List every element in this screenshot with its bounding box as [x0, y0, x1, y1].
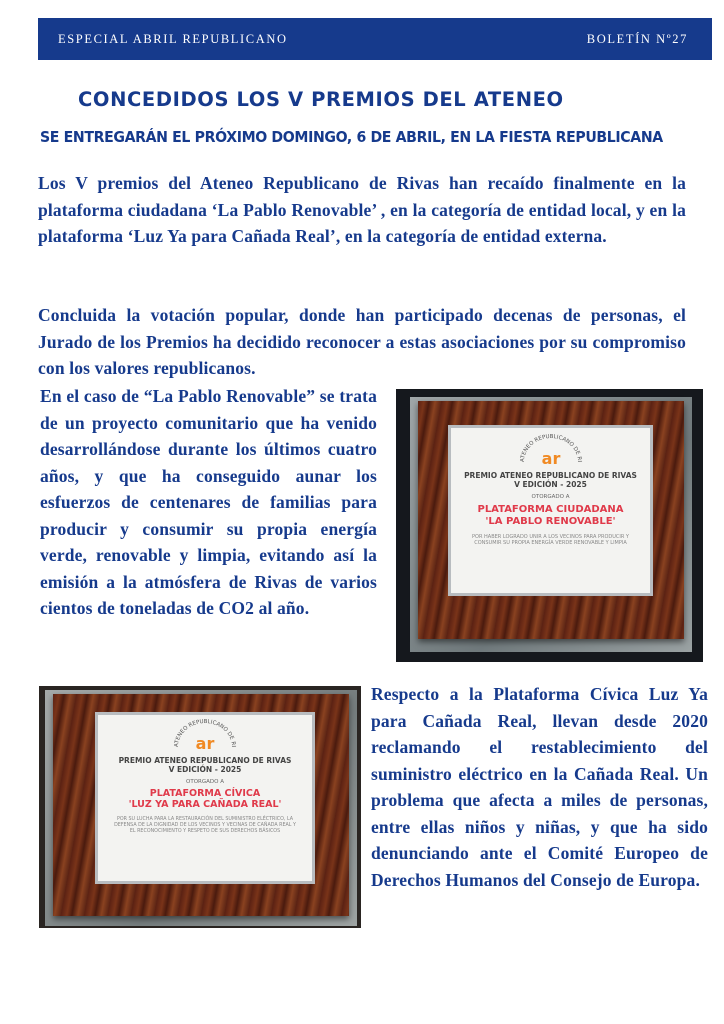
plaque-heading: PREMIO ATENEO REPUBLICANO DE RIVAS: [118, 756, 292, 765]
plaque-awarded-to: OTORGADO A: [186, 779, 224, 786]
header-section-label: ESPECIAL ABRIL REPUBLICANO: [58, 32, 288, 46]
plaque-recipient-line2: 'LUZ YA PARA CAÑADA REAL': [128, 799, 282, 811]
paragraph-luz-ya: Respecto a la Plataforma Cívica Luz Ya para Cañada Real, llevan desde 2020 reclamando el restablecimiento del suministro eléctrico en la Cañada Real. Un problema que afecta a miles de personas, entre ellas niños y niñas, y que ha sido denunciando ante el Comité Europeo de Derechos Humanos del Consejo de Europa.: [371, 684, 708, 890]
article-subtitle: SE ENTREGARÁN EL PRÓXIMO DOMINGO, 6 DE ABRIL, EN LA FIESTA REPUBLICANA: [40, 128, 663, 146]
award-plaque: [95, 712, 315, 884]
header-issue-number: BOLETÍN Nº27: [586, 32, 688, 46]
plaque-recipient-line1: PLATAFORMA CÍVICA: [149, 788, 261, 800]
award-photo-luz-ya: [39, 686, 361, 928]
plaque-heading: PREMIO ATENEO REPUBLICANO DE RIVAS: [464, 471, 637, 480]
svg-text:ar: ar: [541, 449, 560, 466]
plaque-edition: V EDICIÓN - 2025: [514, 479, 587, 489]
header-banner: [38, 18, 712, 60]
plaque-description: POR SU LUCHA PARA LA RESTAURACIÓN DEL SUMINISTRO ELÉCTRICO, LA DEFENSA DE LA DIGNIDAD DE LOS VECINOS Y VECINAS DE CAÑADA REAL Y EL RECONOCIMIENTO Y RESPETO DE SUS DERECHOS BÁSICOS: [114, 817, 296, 834]
svg-text:ar: ar: [195, 734, 215, 751]
award-photo-pablo-renovable: [396, 389, 703, 662]
plaque-recipient-line2: 'LA PABLO RENOVABLE': [485, 515, 616, 527]
ateneo-logo-icon: [170, 717, 240, 751]
award-plaque: [448, 425, 653, 596]
plaque-edition: V EDICIÓN - 2025: [168, 764, 242, 774]
plaque-recipient-line1: PLATAFORMA CIUDADANA: [477, 504, 624, 516]
ateneo-logo-icon: [516, 432, 586, 466]
plaque-awarded-to: OTORGADO A: [531, 494, 570, 501]
plaque-description: POR HABER LOGRADO UNIR A LOS VECINOS PARA PRODUCIR Y CONSUMIR SU PROPIA ENERGÍA VERDE RENOVABLE Y LIMPIA: [472, 534, 629, 547]
paragraph-pablo-renovable: En el caso de “La Pablo Renovable” se trata de un proyecto comunitario que ha venido desarrollándose durante los últimos cuatro años, y que ha conseguido aunar los esfuerzos de centenares de familias para producir y consumir su propia energía verde, renovable y limpia, evitando así la emisión a la atmósfera de Rivas de varios cientos de toneladas de CO2 al año.: [40, 386, 377, 618]
paragraph-intro: Los V premios del Ateneo Republicano de Rivas han recaído finalmente en la plataforma ciudadana ‘La Pablo Renovable’ , en la categoría de entidad local, y en la plataforma ‘Luz Ya para Cañada Real’, en la categoría de entidad externa.: [38, 173, 686, 246]
svg-text:ATENEO REPUBLICANO DE RIVAS: ATENEO REPUBLICANO DE RI: [519, 433, 582, 463]
article-title: CONCEDIDOS LOS V PREMIOS DEL ATENEO: [78, 88, 564, 111]
svg-text:ATENEO REPUBLICANO DE RIVAS: ATENEO REPUBLICANO DE RI: [173, 718, 237, 748]
paragraph-jury: Concluida la votación popular, donde han participado decenas de personas, el Jurado de los Premios ha decidido reconocer a estas asociaciones por su compromiso con los valores republicanos.: [38, 305, 686, 378]
